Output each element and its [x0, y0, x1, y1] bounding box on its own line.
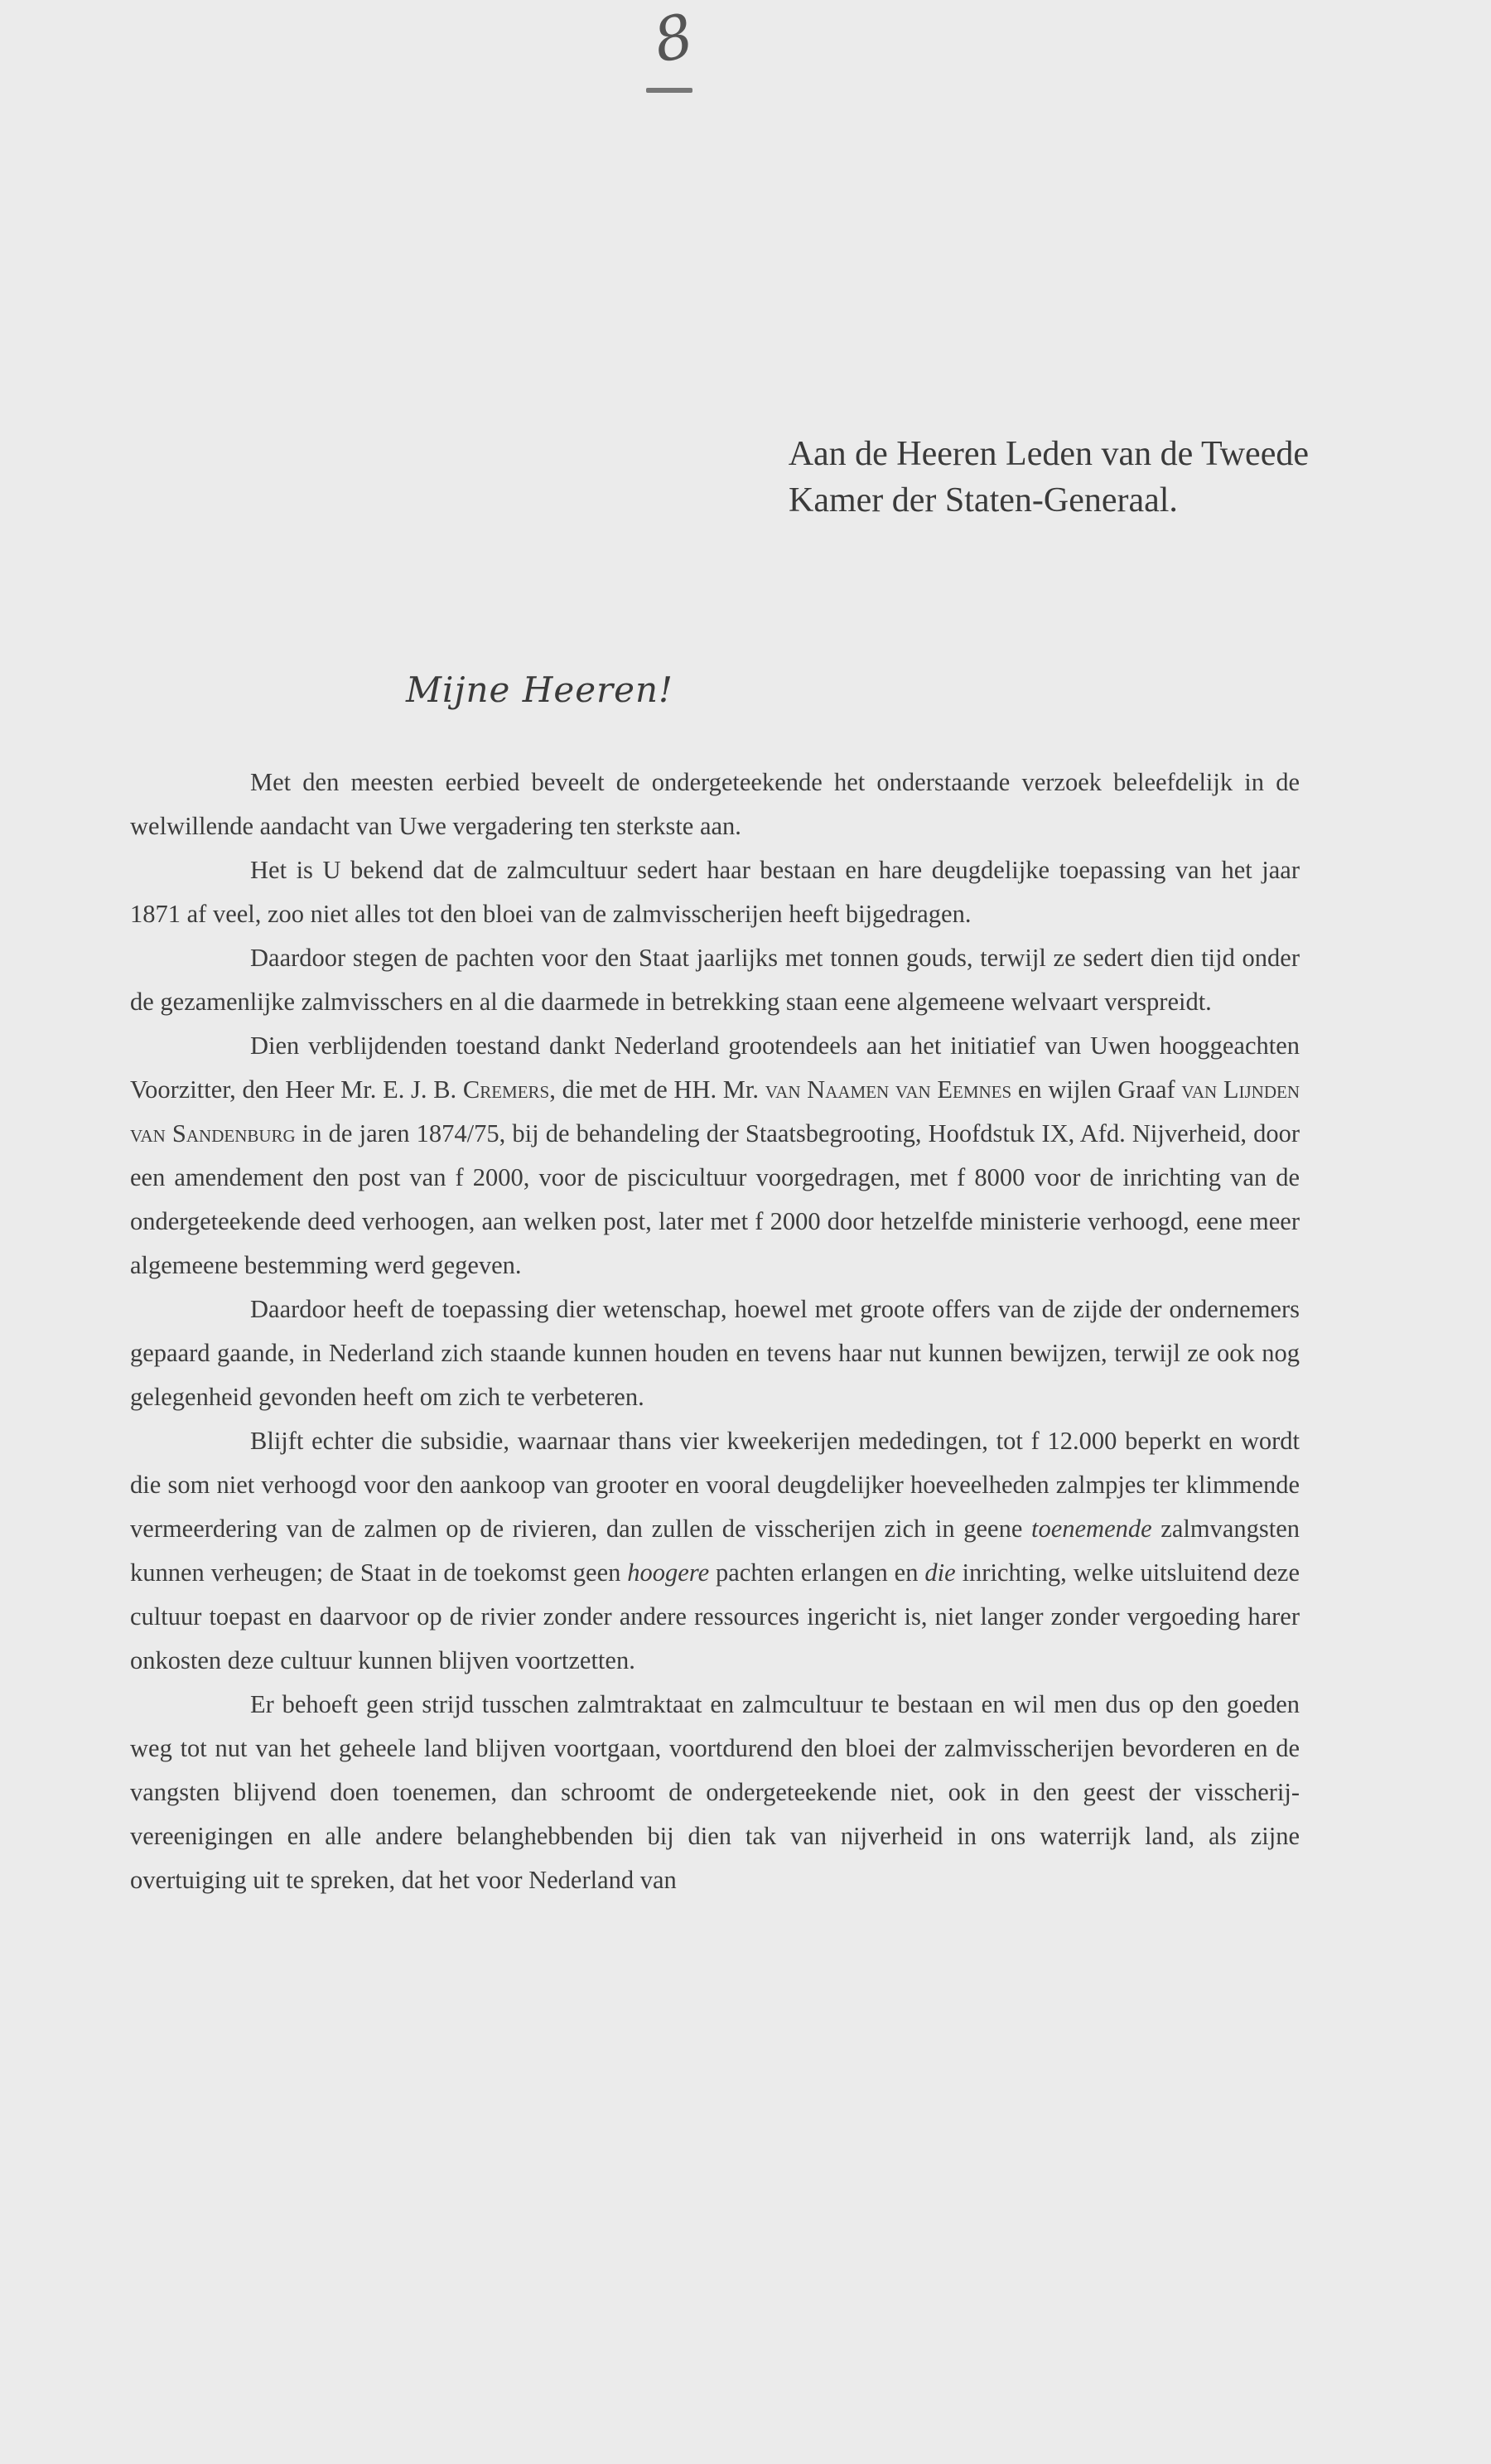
salutation: Mijne Heeren! — [406, 669, 673, 710]
page-number-text: 8 — [647, 0, 700, 76]
paragraph-6-part-b: zalmvangsten kunnen verheugen; de Staat in de toekomst geen — [130, 1515, 1300, 1587]
name-cremers: Cremers — [462, 1075, 550, 1104]
address-line-2: Kamer der Staten-Generaal. — [789, 481, 1178, 519]
address-block — [580, 431, 1309, 524]
page-number — [646, 0, 729, 99]
paragraph-5: Daardoor heeft de toepassing dier wetenschap, hoewel met groote offers van de zijde der ondernemers gepaard gaande, in Nederland zich staande kunnen houden en tevens haar nut kunnen bewijzen, terwijl ze ook nog gelegenheid gevonden heeft om zich te verbeteren. — [130, 1295, 1300, 1411]
paragraph-6-part-d: inrichting, welke uitsluitend deze cultuur toepast en daarvoor op de rivier zonder andere ressources ingericht is, niet langer zonder vergoeding harer onkosten deze cultuur kunnen blijven voortzetten. — [130, 1558, 1300, 1674]
paragraph-6 — [130, 1419, 1300, 1683]
paragraph-4-part-b: , die met de HH. Mr. — [549, 1075, 765, 1104]
paragraph-6-part-c: pachten erlangen en — [709, 1558, 925, 1587]
emphasis-die: die — [924, 1558, 956, 1587]
paragraph-7: Er behoeft geen strijd tusschen zalmtraktaat en zalmcultuur te bestaan en wil men dus op den goeden weg tot nut van het geheele land blijven voortgaan, voortdurend den bloei der zalmvisscherijen bevorderen en de vangsten blijvend doen toenemen, dan schroomt de ondergeteekende niet, ook in den geest der visscherij-vereenigingen en alle andere belanghebbenden bij dien tak van nijverheid in ons waterrijk land, als zijne overtuiging uit te spreken, dat het voor Nederland van — [130, 1690, 1300, 1894]
address-line-1: Aan de Heeren Leden van de Tweede — [788, 435, 1309, 473]
page-number-underline — [646, 88, 692, 93]
letter-body — [130, 761, 1300, 1902]
paragraph-1: Met den meesten eerbied beveelt de ondergeteekende het onderstaande verzoek beleefdelijk in de welwillende aandacht van Uwe vergadering ten sterkste aan. — [130, 768, 1300, 840]
emphasis-toenemende: toenemende — [1031, 1515, 1152, 1543]
name-van-naamen-van-eemnes: van Naamen van Eemnes — [765, 1075, 1012, 1104]
paragraph-6-part-a: Blijft echter die subsidie, waarnaar thans vier kweekerijen mededingen, tot f 12.000 beperkt en wordt die som niet verhoogd voor den aankoop van grooter en vooral deugdelijker hoeveelheden zalmpjes ter klimmende vermeerdering van de zalmen op de rivieren, dan zullen de visscherijen zich in geene — [130, 1427, 1300, 1543]
paragraph-4-part-a: Dien verblijdenden toestand dankt Nederland grootendeels aan het initiatief van Uwen hooggeachten Voorzitter, den Heer Mr. E. J. B. — [130, 1031, 1300, 1104]
paragraph-4 — [130, 1024, 1300, 1288]
paragraph-2: Het is U bekend dat de zalmcultuur sedert haar bestaan en hare deugdelijke toepassing van het jaar 1871 af veel, zoo niet alles tot den bloei van de zalmvisscherijen heeft bijgedragen. — [130, 856, 1300, 928]
emphasis-hoogere: hoogere — [627, 1558, 710, 1587]
name-van-lijnden-van-sandenburg: van Lijnden van Sandenburg — [130, 1075, 1300, 1147]
paragraph-4-part-c: en wijlen Graaf — [1011, 1075, 1182, 1104]
paragraph-3: Daardoor stegen de pachten voor den Staat jaarlijks met tonnen gouds, terwijl ze sedert dien tijd onder de gezamenlijke zalmvisschers en al die daarmede in betrekking staan eene algemeene welvaart verspreidt. — [130, 944, 1300, 1016]
paragraph-4-part-d: in de jaren 1874/75, bij de behandeling der Staatsbegrooting, Hoofdstuk IX, Afd. Nijverheid, door een amendement den post van f 2000, voor de piscicultuur voorgedragen, met f 8000 voor de inrichting van de ondergeteekende deed verhoogen, aan welken post, later met f 2000 door hetzelfde ministerie verhoogd, eene meer algemeene bestemming werd gegeven. — [130, 1119, 1300, 1279]
